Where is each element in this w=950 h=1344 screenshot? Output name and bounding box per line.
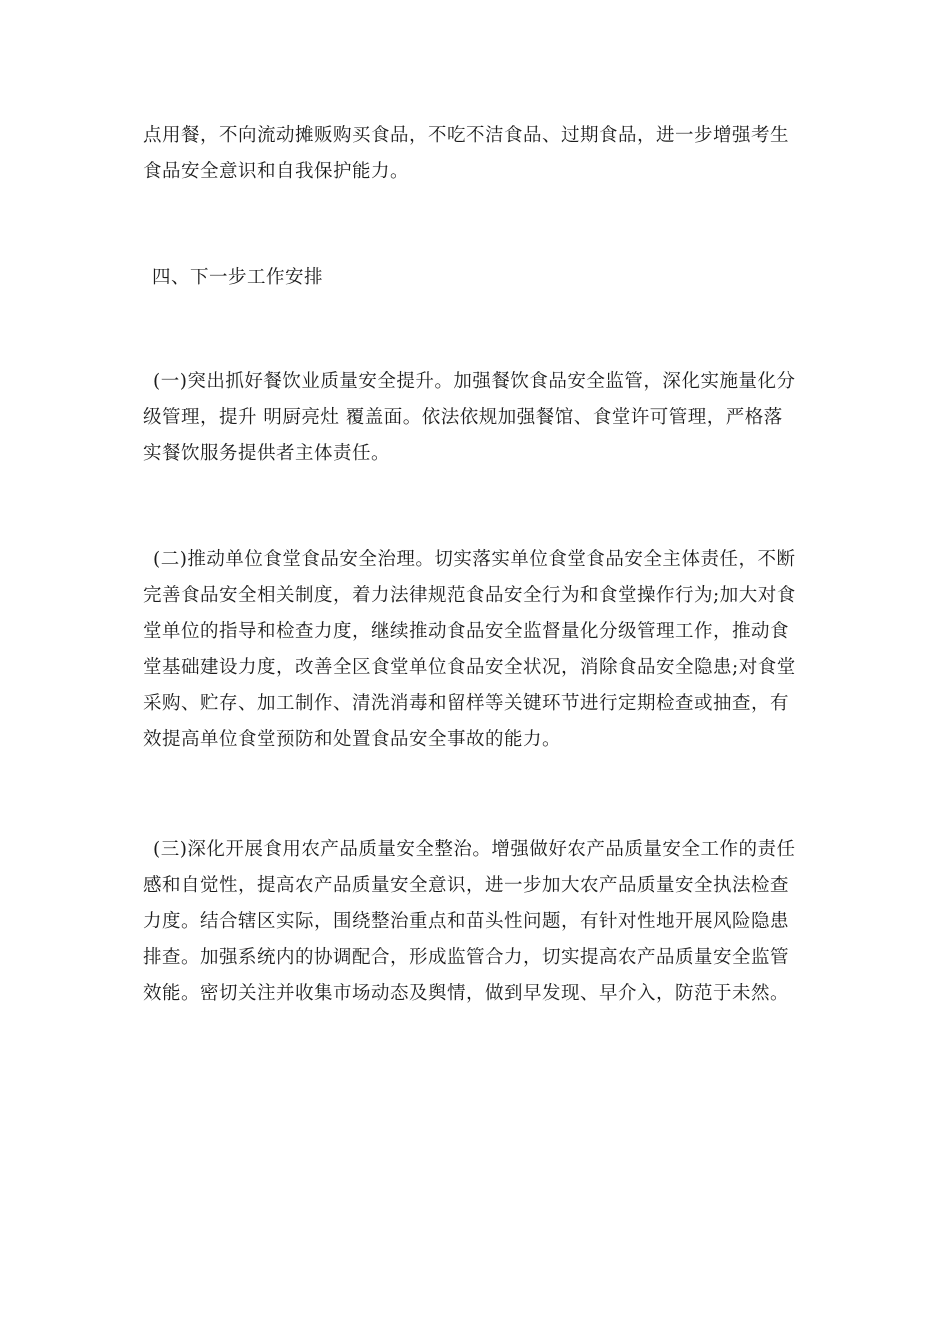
paragraph-line: 实餐饮服务提供者主体责任。 <box>143 443 391 464</box>
paragraph-line: 力度。结合辖区实际，围绕整治重点和苗头性问题，有针对性地开展风险隐患 <box>143 911 790 932</box>
heading-text: 四、下一步工作安排 <box>152 267 324 288</box>
paragraph-line: 效能。密切关注并收集市场动态及舆情，做到早发现、早介入，防范于未然。 <box>143 983 790 1004</box>
paragraph-line: 效提高单位食堂预防和处置食品安全事故的能力。 <box>143 729 562 750</box>
paragraph-line: 点用餐，不向流动摊贩购买食品，不吃不洁食品、过期食品，进一步增强考生 <box>143 125 790 146</box>
paragraph-line: (三)深化开展食用农产品质量安全整治。增强做好农产品质量安全工作的责任 <box>153 839 796 860</box>
section-heading <box>152 260 817 296</box>
item-paragraph-1 <box>143 364 808 472</box>
paragraph-line: 堂单位的指导和检查力度，继续推动食品安全监督量化分级管理工作，推动食 <box>143 621 790 642</box>
intro-paragraph <box>143 118 808 190</box>
paragraph-line: (二)推动单位食堂食品安全治理。切实落实单位食堂食品安全主体责任，不断 <box>153 549 796 570</box>
paragraph-line: 采购、贮存、加工制作、清洗消毒和留样等关键环节进行定期检查或抽查，有 <box>143 693 790 714</box>
paragraph-line: 食品安全意识和自我保护能力。 <box>143 161 410 182</box>
paragraph-line: 排查。加强系统内的协调配合，形成监管合力，切实提高农产品质量安全监管 <box>143 947 790 968</box>
paragraph-line: 级管理，提升 明厨亮灶 覆盖面。依法依规加强餐馆、食堂许可管理，严格落 <box>143 407 783 428</box>
paragraph-line: (一)突出抓好餐饮业质量安全提升。加强餐饮食品安全监管，深化实施量化分 <box>153 371 796 392</box>
paragraph-line: 感和自觉性，提高农产品质量安全意识，进一步加大农产品质量安全执法检查 <box>143 875 790 896</box>
item-paragraph-2 <box>143 542 808 758</box>
paragraph-line: 堂基础建设力度，改善全区食堂单位食品安全状况，消除食品安全隐患;对食堂 <box>143 657 796 678</box>
item-paragraph-3 <box>143 832 808 1012</box>
paragraph-line: 完善食品安全相关制度，着力法律规范食品安全行为和食堂操作行为;加大对食 <box>143 585 796 606</box>
